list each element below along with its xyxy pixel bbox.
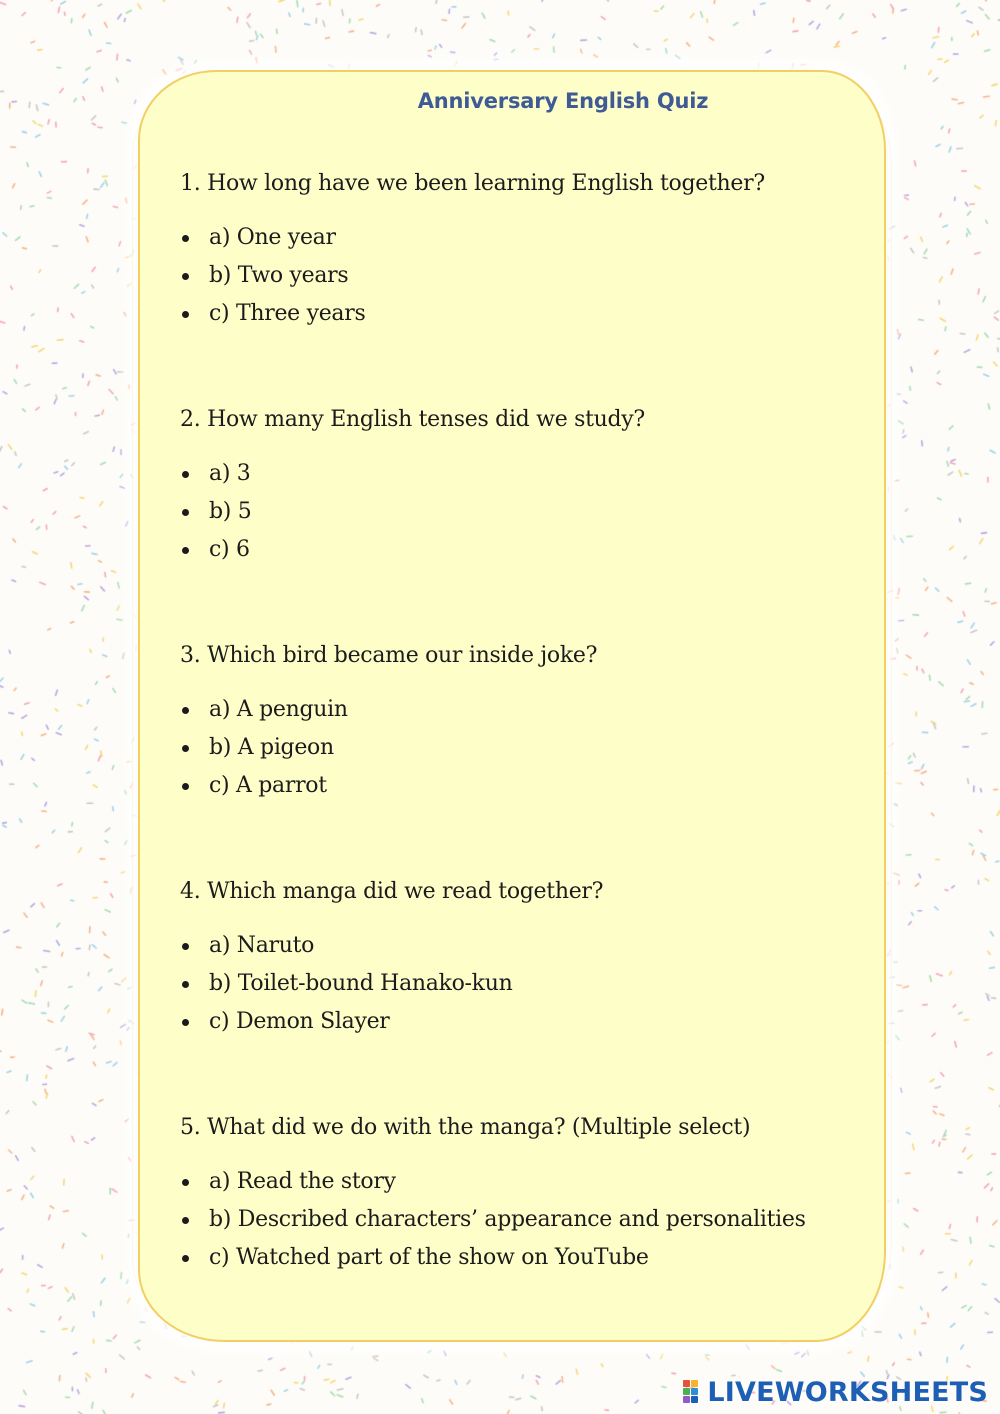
option-item[interactable] (180, 299, 860, 337)
question-4 (180, 877, 860, 1045)
bullet-icon (182, 783, 189, 790)
bullet-icon (182, 1255, 189, 1262)
option-label: c) Watched part of the show on YouTube (209, 1245, 649, 1270)
brand-text: LIVEWORKSHEETS (707, 1376, 988, 1408)
option-list (180, 223, 860, 337)
option-item[interactable] (180, 931, 860, 969)
bullet-icon (182, 745, 189, 752)
bullet-icon (182, 547, 189, 554)
bullet-icon (182, 943, 189, 950)
option-item[interactable] (180, 695, 860, 733)
liveworksheets-logo-icon (683, 1380, 705, 1404)
option-item[interactable] (180, 223, 860, 261)
bullet-icon (182, 1019, 189, 1026)
question-2 (180, 405, 860, 573)
bullet-icon (182, 707, 189, 714)
option-item[interactable] (180, 261, 860, 299)
question-text: 5. What did we do with the manga? (Multiple select) (180, 1115, 751, 1140)
option-label: c) A parrot (209, 773, 327, 798)
question-text: 4. Which manga did we read together? (180, 879, 604, 904)
option-list (180, 695, 860, 809)
option-label: b) A pigeon (209, 735, 334, 760)
question-text: 3. Which bird became our inside joke? (180, 643, 598, 668)
option-label: b) Toilet-bound Hanako-kun (209, 971, 513, 996)
option-item[interactable] (180, 1167, 860, 1205)
option-label: c) Demon Slayer (209, 1009, 390, 1034)
option-label: b) Described characters’ appearance and personalities (209, 1207, 806, 1232)
bullet-icon (182, 1217, 189, 1224)
option-label: b) Two years (209, 263, 349, 288)
option-item[interactable] (180, 733, 860, 771)
option-label: a) Read the story (209, 1169, 396, 1194)
quiz-title: Anniversary English Quiz (417, 89, 709, 113)
liveworksheets-brand[interactable] (683, 1375, 988, 1409)
option-label: c) Three years (209, 301, 366, 326)
bullet-icon (182, 1179, 189, 1186)
bullet-icon (182, 273, 189, 280)
option-list (180, 459, 860, 573)
option-item[interactable] (180, 535, 860, 573)
option-label: a) 3 (209, 461, 251, 486)
option-label: a) One year (209, 225, 336, 250)
question-text: 1. How long have we been learning English together? (180, 171, 765, 196)
option-list (180, 1167, 860, 1281)
option-item[interactable] (180, 1205, 860, 1243)
bullet-icon (182, 471, 189, 478)
option-label: a) Naruto (209, 933, 315, 958)
option-item[interactable] (180, 459, 860, 497)
option-item[interactable] (180, 497, 860, 535)
bullet-icon (182, 235, 189, 242)
question-1 (180, 169, 860, 337)
question-5 (180, 1113, 860, 1281)
option-list (180, 931, 860, 1045)
option-item[interactable] (180, 969, 860, 1007)
bullet-icon (182, 981, 189, 988)
question-3 (180, 641, 860, 809)
option-label: b) 5 (209, 499, 252, 524)
option-item[interactable] (180, 1243, 860, 1281)
bullet-icon (182, 509, 189, 516)
option-label: c) 6 (209, 537, 250, 562)
option-item[interactable] (180, 1007, 860, 1045)
bullet-icon (182, 311, 189, 318)
option-item[interactable] (180, 771, 860, 809)
question-text: 2. How many English tenses did we study? (180, 407, 645, 432)
option-label: a) A penguin (209, 697, 348, 722)
